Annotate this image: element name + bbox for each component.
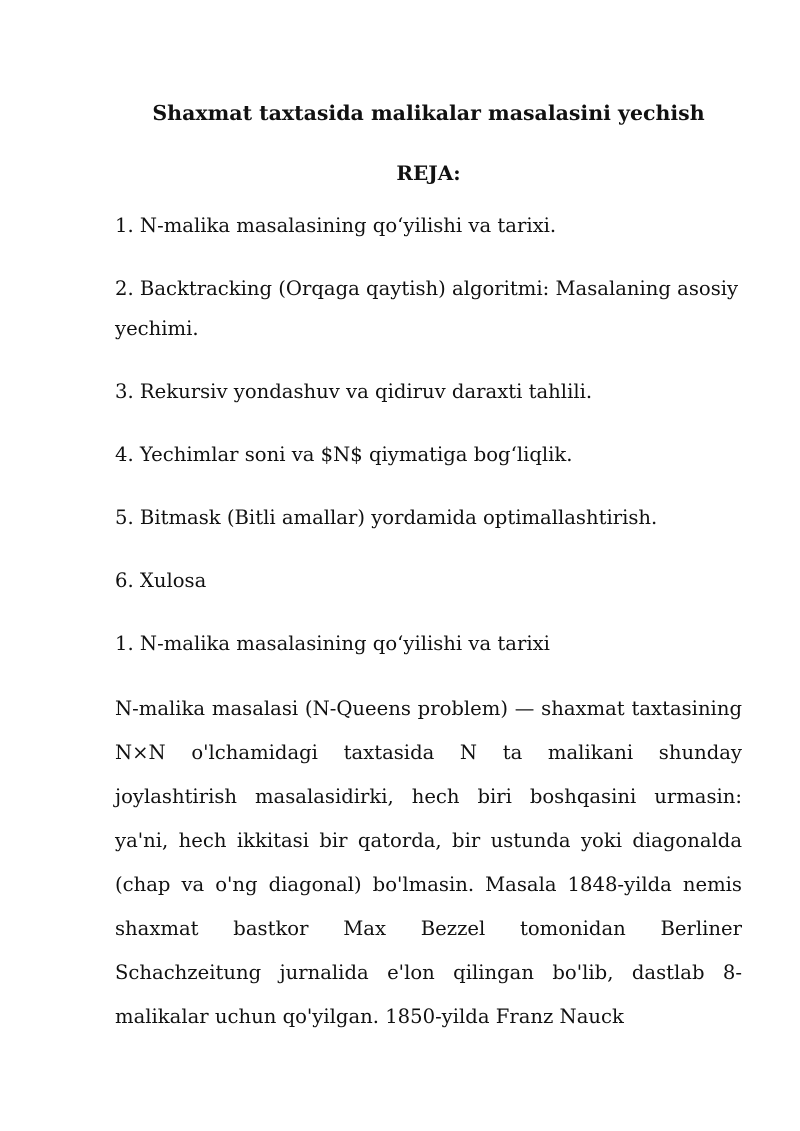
plan-item-5: 5. Bitmask (Bitli amallar) yordamida optimallashtirish.	[115, 506, 658, 529]
section-1-heading: 1. N-malika masalasining qo‘yilishi va tarixi	[115, 632, 550, 655]
plan-item-2: 2. Backtracking (Orqaga qaytish) algoritmi: Masalaning asosiy yechimi.	[115, 277, 739, 340]
plan-item-3: 3. Rekursiv yondashuv va qidiruv daraxti tahlili.	[115, 380, 593, 403]
plan-item-1: 1. N-malika masalasining qo‘yilishi va tarixi.	[115, 214, 557, 237]
plan-item-4: 4. Yechimlar soni va $N$ qiymatiga bog‘liqlik.	[115, 443, 573, 466]
document-content	[115, 93, 742, 1039]
document-title: Shaxmat taxtasida malikalar masalasini yechish	[152, 101, 705, 125]
plan-item-6: 6. Xulosa	[115, 569, 207, 592]
section-1-paragraph: N-malika masalasi (N-Queens problem) — shaxmat taxtasining N×N o'lchamidagi taxtasida N ta malikani shunday joylashtirish masalasidirki, hech biri boshqasini urmasin: ya'ni, hech ikkitasi bir qatorda, bir ustunda yoki diagonalda (chap va o'ng diagonal) bo'lmasin. Masala 1848-yilda nemis shaxmat bastkor Max Bezzel tomonidan Berliner Schachzeitung jurnalida e'lon qilingan bo'lib, dastlab 8-malikalar uchun qo'yilgan. 1850-yilda Franz Nauck	[115, 697, 742, 1028]
plan-heading: REJA:	[396, 161, 461, 185]
